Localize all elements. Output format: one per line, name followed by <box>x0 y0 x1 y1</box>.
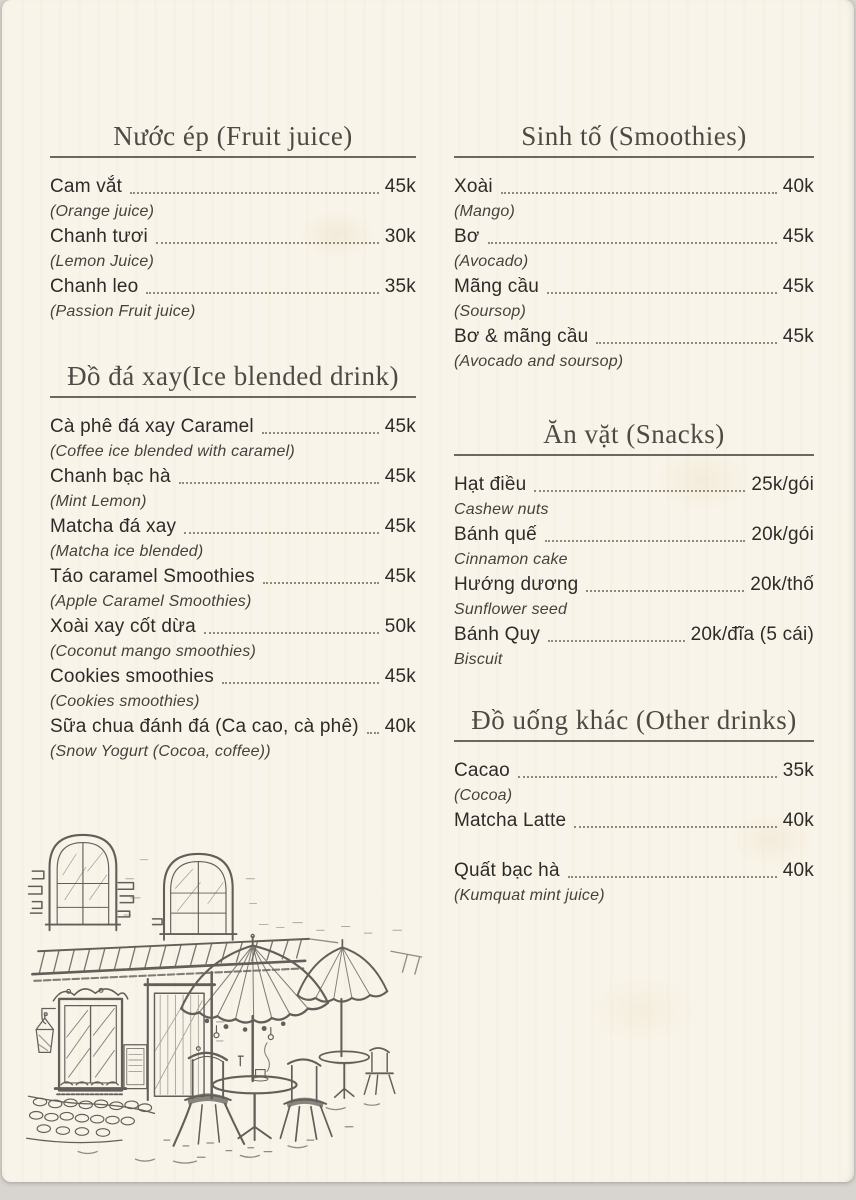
menu-item <box>454 523 814 573</box>
item-subtitle <box>454 835 814 857</box>
menu-item <box>50 615 416 665</box>
item-subtitle: (Lemon Juice) <box>50 253 154 270</box>
item-subtitle: (Apple Caramel Smoothies) <box>50 593 252 610</box>
dot-leader <box>586 590 744 592</box>
menu-item <box>454 473 814 523</box>
menu-column-left <box>50 118 416 765</box>
item-subtitle: Sunflower seed <box>454 601 568 618</box>
item-name: Quất bạc hà <box>454 860 560 881</box>
menu-item <box>50 415 416 465</box>
item-name: Matcha đá xay <box>50 516 177 537</box>
item-name: Bánh quế <box>454 524 537 545</box>
section-ice-blended <box>50 358 416 765</box>
dot-leader <box>179 482 379 484</box>
menu-item <box>454 225 814 275</box>
section-items <box>454 175 814 375</box>
item-name: Matcha Latte <box>454 810 567 831</box>
wall-lantern <box>36 1008 55 1052</box>
item-name: Chanh leo <box>50 276 139 297</box>
item-price: 40k <box>782 176 814 197</box>
bistro-chair-far-right <box>364 1048 395 1094</box>
item-subtitle: (Kumquat mint juice) <box>454 887 605 904</box>
item-price: 45k <box>782 326 814 347</box>
dot-leader <box>518 776 777 778</box>
section-items <box>454 759 814 909</box>
item-name: Chanh bạc hà <box>50 466 171 487</box>
menu-item <box>454 175 814 225</box>
section-items <box>50 415 416 765</box>
item-price: 45k <box>384 416 416 437</box>
dot-leader <box>204 632 379 634</box>
menu-item <box>454 573 814 623</box>
item-name: Cam vắt <box>50 176 123 197</box>
item-price: 20k/gói <box>751 524 814 545</box>
bistro-chair-left <box>174 1053 245 1146</box>
dot-leader <box>156 242 379 244</box>
item-price: 45k <box>384 176 416 197</box>
item-name: Cookies smoothies <box>50 666 214 687</box>
section-underline <box>454 156 814 158</box>
item-price: 45k <box>384 566 416 587</box>
section-other-drinks <box>454 702 814 909</box>
dot-leader <box>222 682 379 684</box>
item-subtitle: Cinnamon cake <box>454 551 568 568</box>
dot-leader <box>547 292 777 294</box>
menu-item <box>454 859 814 909</box>
item-price: 25k/gói <box>751 474 814 495</box>
item-subtitle: (Matcha ice blended) <box>50 543 204 560</box>
item-name: Táo caramel Smoothies <box>50 566 255 587</box>
item-name: Cacao <box>454 760 510 781</box>
parasol-small <box>298 940 388 1056</box>
section-snacks <box>454 416 814 673</box>
item-price: 40k <box>782 810 814 831</box>
bistro-table-right <box>319 1051 369 1098</box>
arched-window-left <box>46 835 120 930</box>
item-name: Xoài xay cốt dừa <box>50 616 196 637</box>
item-subtitle: (Soursop) <box>454 303 527 320</box>
item-name: Hạt điều <box>454 474 527 495</box>
item-price: 35k <box>782 760 814 781</box>
dot-leader <box>534 490 745 492</box>
menu-item <box>50 515 416 565</box>
item-name: Xoài <box>454 176 493 197</box>
section-smoothies <box>454 118 814 375</box>
section-items <box>454 473 814 673</box>
menu-item <box>50 715 416 765</box>
menu-item <box>50 665 416 715</box>
item-price: 45k <box>384 466 416 487</box>
bistro-chair-right <box>280 1059 332 1141</box>
section-title: Đồ đá xay(Ice blended drink) <box>67 361 399 391</box>
dot-leader <box>130 192 379 194</box>
dot-leader <box>574 826 777 828</box>
item-name: Chanh tươi <box>50 226 148 247</box>
item-name: Cà phê đá xay Caramel <box>50 416 254 437</box>
section-title: Sinh tố (Smoothies) <box>521 121 747 151</box>
item-name: Sữa chua đánh đá (Ca cao, cà phê) <box>50 716 359 737</box>
wall-texture <box>124 860 402 933</box>
doorway <box>145 972 224 1100</box>
menu-item <box>454 275 814 325</box>
arched-window-right <box>153 854 237 940</box>
item-subtitle: (Snow Yogurt (Cocoa, coffee)) <box>50 743 271 760</box>
item-subtitle: Biscuit <box>454 651 503 668</box>
section-title: Đồ uống khác (Other drinks) <box>471 705 797 735</box>
menu-item <box>50 175 416 225</box>
item-price: 30k <box>384 226 416 247</box>
section-underline <box>50 396 416 398</box>
brick-marks-left <box>29 871 134 917</box>
section-title: Ăn vặt (Snacks) <box>543 419 725 449</box>
section-title: Nước ép (Fruit juice) <box>113 121 353 151</box>
shop-window <box>53 988 127 1094</box>
item-name: Bánh Quy <box>454 624 541 645</box>
item-subtitle: (Orange juice) <box>50 203 155 220</box>
dot-leader <box>545 540 745 542</box>
menu-item <box>454 325 814 375</box>
striped-awning <box>32 939 421 981</box>
dot-leader <box>262 432 379 434</box>
item-name: Bơ & mãng cầu <box>454 326 589 347</box>
item-subtitle: (Avocado and soursop) <box>454 353 624 370</box>
dot-leader <box>488 242 777 244</box>
item-price: 45k <box>782 276 814 297</box>
dot-leader <box>184 532 379 534</box>
item-price: 20k/đĩa (5 cái) <box>690 624 814 645</box>
item-price: 35k <box>384 276 416 297</box>
item-name: Mãng cầu <box>454 276 540 297</box>
item-subtitle: (Coconut mango smoothies) <box>50 643 256 660</box>
item-subtitle: Cashew nuts <box>454 501 549 518</box>
item-price: 20k/thố <box>750 574 814 595</box>
menu-item <box>454 759 814 809</box>
menu-item <box>50 225 416 275</box>
dot-leader <box>596 342 776 344</box>
dot-leader <box>548 640 684 642</box>
dot-leader <box>263 582 379 584</box>
item-subtitle: (Cookies smoothies) <box>50 693 200 710</box>
item-price: 50k <box>384 616 416 637</box>
item-name: Hướng dương <box>454 574 579 595</box>
item-price: 45k <box>782 226 814 247</box>
section-underline <box>454 740 814 742</box>
menu-paper <box>2 0 854 1182</box>
section-underline <box>454 454 814 456</box>
item-price: 45k <box>384 666 416 687</box>
item-subtitle: (Avocado) <box>454 253 529 270</box>
item-subtitle: (Coffee ice blended with caramel) <box>50 443 295 460</box>
cafe-sketch-illustration <box>12 812 440 1184</box>
item-price: 45k <box>384 516 416 537</box>
dot-leader <box>568 876 777 878</box>
section-fruit-juice <box>50 118 416 325</box>
dot-leader <box>501 192 777 194</box>
section-items <box>50 175 416 325</box>
item-subtitle: (Passion Fruit juice) <box>50 303 196 320</box>
item-subtitle: (Mint Lemon) <box>50 493 147 510</box>
menu-item <box>454 623 814 673</box>
menu-item <box>50 565 416 615</box>
item-price: 40k <box>384 716 416 737</box>
dot-leader <box>146 292 378 294</box>
item-name: Bơ <box>454 226 480 247</box>
item-subtitle: (Mango) <box>454 203 515 220</box>
cobblestone-path <box>27 1096 155 1142</box>
menu-column-right <box>454 118 814 909</box>
item-subtitle: (Cocoa) <box>454 787 513 804</box>
item-price: 40k <box>782 860 814 881</box>
menu-item <box>50 275 416 325</box>
menu-item <box>50 465 416 515</box>
section-underline <box>50 156 416 158</box>
menu-item <box>454 809 814 859</box>
menu-board <box>124 1045 147 1089</box>
dot-leader <box>367 732 379 734</box>
